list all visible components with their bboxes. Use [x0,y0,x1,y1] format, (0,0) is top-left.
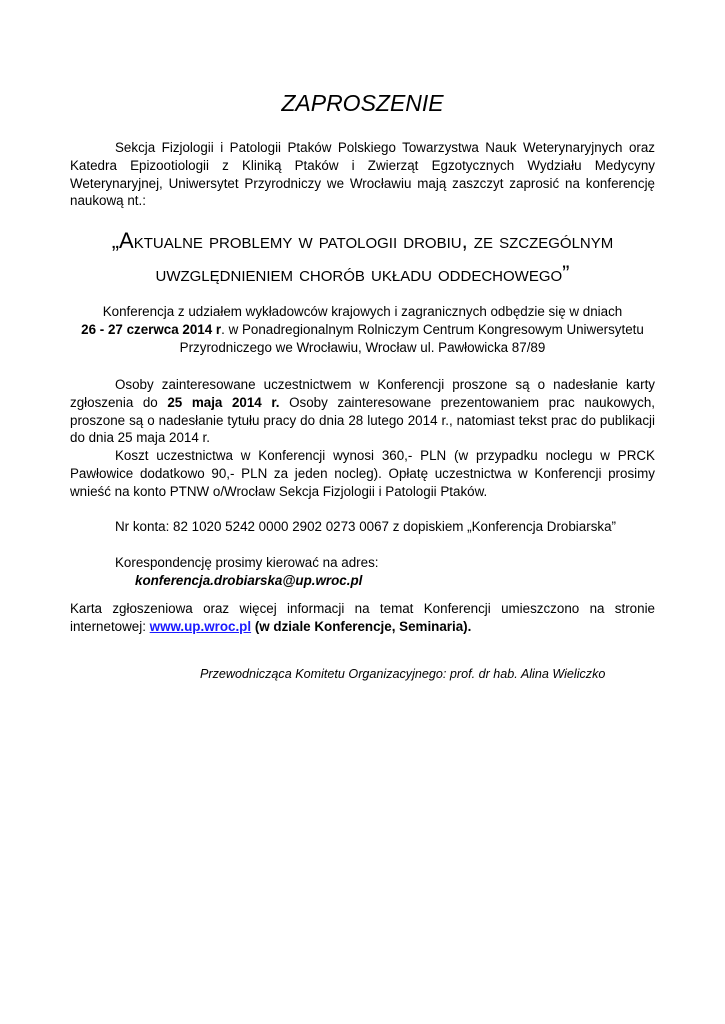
conference-details [70,303,655,356]
fee-paragraph: Koszt uczestnictwa w Konferencji wynosi 360,- PLN (w przypadku noclegu w PRCK Pawłowice dodatkowo 90,- PLN za jeden nocleg). Opłatę uczestnictwa w Konferencji prosimy wnieść na konto PTNW o/Wrocław Sekcja Fizjologii i Patologii Ptaków. [70,448,655,499]
correspondence-block [70,554,655,590]
signature: Przewodnicząca Komitetu Organizacyjnego: prof. dr hab. Alina Wieliczko [200,667,606,681]
registration-text-2: Osoby zainteresowane prezentowaniem prac naukowych, proszone są o nadesłanie tytułu pracy do dnia 28 lutego 2014 r., natomiast tekst prac do publikacji do dnia 25 maja 2014 r. [70,394,655,446]
document-title: ZAPROSZENIE [281,90,444,116]
registration-deadline: 25 maja 2014 r. [167,394,280,410]
correspondence-label: Korespondencję prosimy kierować na adres: [115,555,379,570]
more-info-text: Karta zgłoszeniowa oraz więcej informacji na temat Konferencji umieszczono na stronie internetowej: [70,601,655,634]
registration-paragraph [70,376,655,447]
heading-line-1: „Aktualne problemy w patologii drobiu, ze szczególnym [111,228,614,253]
conference-line-1: Konferencja z udziałem wykładowców krajowych i zagranicznych odbędzie się w dniach [102,304,623,319]
account-paragraph: Nr konta: 82 1020 5242 0000 2902 0273 0067 z dopiskiem „Konferencja Drobiarska” [115,519,616,534]
conference-line-3: Przyrodniczego we Wrocławiu, Wrocław ul. Pawłowicka 87/89 [179,339,546,355]
registration-block [70,376,655,501]
more-info-suffix: (w dziale Konferencje, Seminaria). [251,618,472,634]
more-info-paragraph [70,600,655,636]
conference-line-2 [70,321,655,339]
correspondence-email[interactable]: konferencja.drobiarska@up.wroc.pl [135,572,363,588]
registration-text-1: Osoby zainteresowane uczestnictwem w Konferencji proszone są o nadesłanie karty zgłoszenia do [70,377,655,410]
conference-heading [60,224,665,290]
heading-line-2: uwzględnieniem chorób układu oddechowego” [155,261,570,286]
conference-venue: . w Ponadregionalnym Rolniczym Centrum Kongresowym Uniwersytetu [221,321,644,337]
website-link[interactable]: www.up.wroc.pl [149,618,252,634]
intro-paragraph: Sekcja Fizjologii i Patologii Ptaków Polskiego Towarzystwa Nauk Weterynaryjnych oraz Katedra Epizootiologii z Kliniką Ptaków i Zwierząt Egzotycznych Wydziału Medycyny Weterynaryjnej, Uniwersytet Przyrodniczy we Wrocławiu mają zaszczyt zaprosić na konferencję naukową nt.: [70,140,655,209]
conference-dates: 26 - 27 czerwca 2014 r [81,321,222,337]
